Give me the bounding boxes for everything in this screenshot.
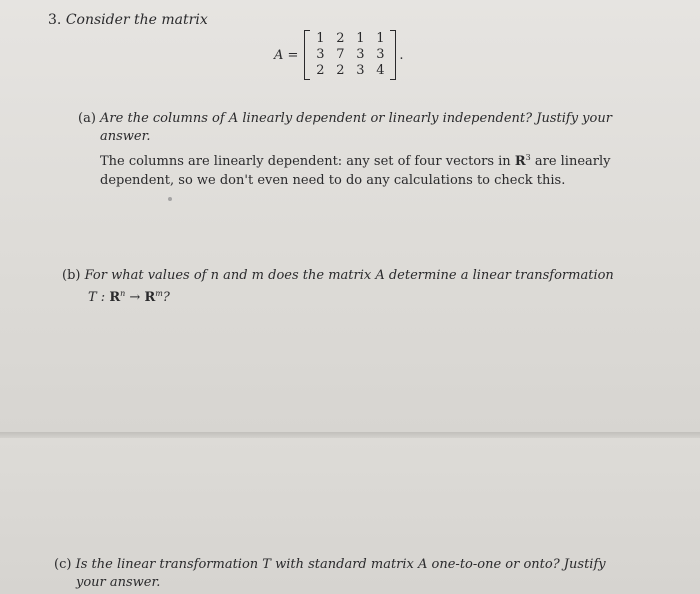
part-a-label: (a) bbox=[78, 111, 96, 126]
matrix-cell: 3 bbox=[376, 47, 385, 62]
matrix-a bbox=[304, 30, 396, 80]
codomain-symbol: R bbox=[144, 290, 156, 305]
part-a-answer-line2: dependent, so we don't even need to do any calculations to check this. bbox=[100, 173, 566, 188]
domain-symbol: R bbox=[109, 290, 121, 305]
matrix-cell: 2 bbox=[316, 63, 325, 78]
problem-number: 3. bbox=[48, 12, 62, 28]
part-c-question bbox=[54, 556, 614, 574]
problem-intro: Consider the matrix bbox=[65, 12, 208, 28]
part-b-question-line2 bbox=[88, 285, 622, 307]
domain-exponent: n bbox=[120, 289, 126, 298]
part-a-question-line1: Are the columns of A linearly dependent or linearly independent? Justify your bbox=[100, 111, 612, 126]
part-a-question bbox=[78, 110, 618, 128]
part-b-question-line1: For what values of n and m does the matrix A determine a linear transformation bbox=[84, 268, 614, 283]
part-b-label: (b) bbox=[62, 268, 81, 283]
matrix-cell: 7 bbox=[336, 47, 345, 62]
part-c bbox=[54, 556, 614, 592]
matrix-cell: 3 bbox=[356, 47, 365, 62]
part-c-question-line1: Is the linear transformation T with standard matrix A one-to-one or onto? Justify bbox=[75, 557, 606, 572]
problem-heading bbox=[48, 12, 208, 28]
answer-text: The columns are linearly dependent: any set of four vectors in bbox=[100, 154, 515, 169]
matrix-cell: 1 bbox=[316, 31, 325, 46]
matrix-cell: 1 bbox=[376, 31, 385, 46]
map-prefix: T : bbox=[88, 290, 110, 305]
matrix-cell: 2 bbox=[336, 31, 345, 46]
matrix-label: A = bbox=[274, 47, 299, 63]
part-a-answer-line1 bbox=[100, 148, 618, 171]
part-c-label: (c) bbox=[54, 557, 72, 572]
part-a-question-line2: answer. bbox=[100, 129, 151, 144]
answer-text: are linearly bbox=[530, 154, 611, 169]
matrix-cell: 4 bbox=[376, 63, 385, 78]
pen-mark bbox=[168, 197, 172, 201]
matrix-display bbox=[274, 30, 404, 80]
part-b-question bbox=[62, 267, 622, 285]
codomain-exponent: m bbox=[155, 289, 163, 298]
part-c-question-line2: your answer. bbox=[76, 575, 161, 590]
question-end: ? bbox=[162, 290, 170, 305]
matrix-cell: 1 bbox=[356, 31, 365, 46]
matrix-period: . bbox=[399, 47, 404, 63]
part-b bbox=[62, 267, 622, 307]
part-a bbox=[78, 110, 618, 190]
arrow-symbol: → bbox=[125, 290, 145, 305]
matrix-cell: 3 bbox=[356, 63, 365, 78]
matrix-cell: 3 bbox=[316, 47, 325, 62]
dimension-exponent: 3 bbox=[525, 153, 531, 162]
real-space-symbol: R bbox=[514, 154, 526, 169]
part-a-answer bbox=[100, 148, 618, 190]
matrix-cell: 2 bbox=[336, 63, 345, 78]
